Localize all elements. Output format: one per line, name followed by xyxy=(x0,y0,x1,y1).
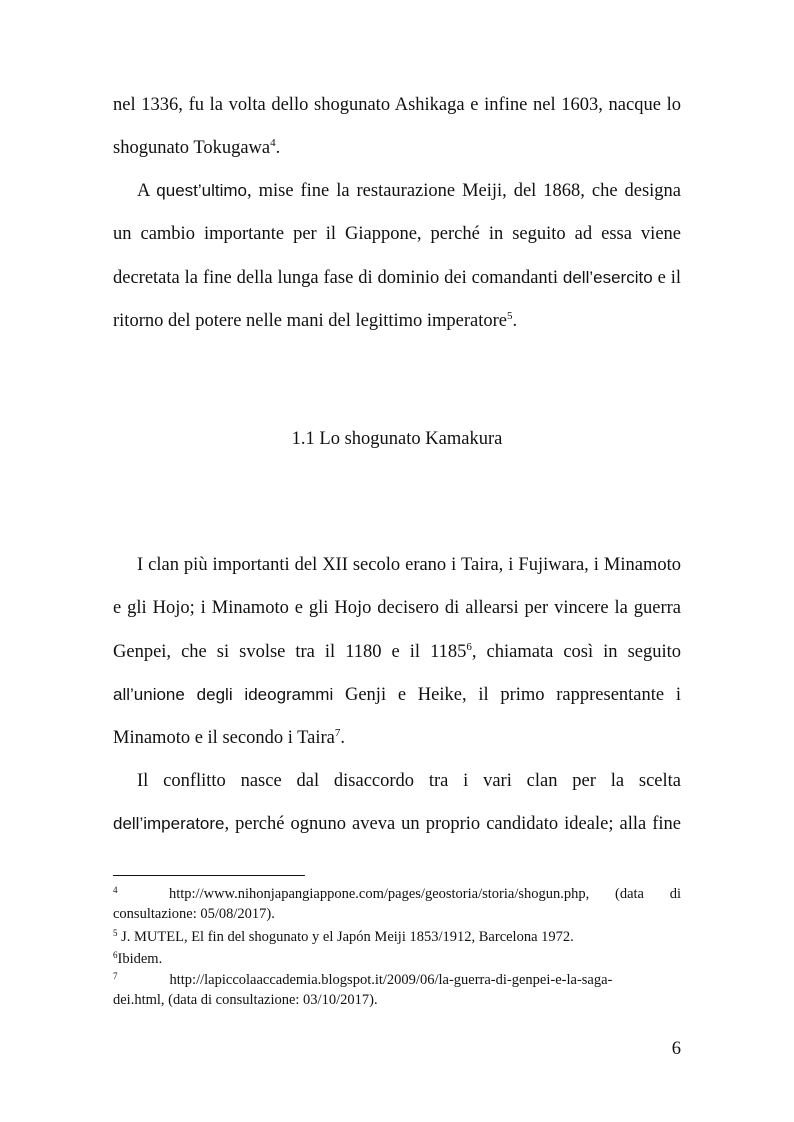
footnote-ref-4[interactable]: 4 xyxy=(270,137,276,149)
footnote-ref-5[interactable]: 5 xyxy=(507,310,513,322)
text-line: Genpei, che si svolse tra il 1180 e il 1185$^6$, chiamata così in seguito xyxy=(113,641,682,662)
footnote-4-link[interactable]: http://www.nihonjapangiappone.com/pages/geostoria/storia/shogun.php, (data di xyxy=(168,886,681,902)
text-line: un cambio importante per il Giappone, perché in seguito ad essa viene xyxy=(113,224,681,244)
text-line: dell’imperatore, perché ognuno aveva un proprio candidato ideale; alla fine xyxy=(113,814,681,834)
footnote-7-link[interactable]: http://lapiccolaaccademia.blogspot.it/2009/06/la-guerra-di-genpei-e-la-saga- xyxy=(169,972,613,988)
footnote-ref-7[interactable]: 7 xyxy=(334,727,341,739)
footnote-separator xyxy=(113,875,305,876)
text-line: decretata la fine della lunga fase di dominio dei comandanti dell’esercito e il xyxy=(113,268,681,288)
footnote-7-cont: dei.html, (data di consultazione: 03/10/2017). xyxy=(113,992,378,1008)
text-line: I clan più importanti del XII secolo erano i Taira, i Fujiwara, i Minamoto xyxy=(137,555,681,575)
text-line: e gli Hojo; i Minamoto e gli Hojo decisero di allearsi per vincere la guerra xyxy=(113,598,681,618)
footnote-4: $^4$ http://www.nihonjapangiappone.com/pages/geostoria/storia/shogun.php, (data di xyxy=(113,885,681,902)
footnote-6: $^6$Ibidem. xyxy=(113,950,163,967)
section-heading: 1.1 Lo shogunato Kamakura xyxy=(291,429,503,449)
footnote-ref-6[interactable]: 6 xyxy=(466,641,472,653)
text-line: nel 1336, fu la volta dello shogunato Ashikaga e infine nel 1603, nacque lo xyxy=(113,95,681,115)
text-line: Minamoto e il secondo i Taira$^7$. xyxy=(113,727,345,748)
text-line: Il conflitto nasce dal disaccordo tra i vari clan per la scelta xyxy=(137,771,681,791)
text-line: all’unione degli ideogrammi Genji e Heike, il primo rappresentante i xyxy=(113,685,682,705)
text-line: ritorno del potere nelle mani del legittimo imperatore$^5$. xyxy=(113,310,518,331)
text-line: A quest’ultimo, mise fine la restaurazione Meiji, del 1868, che designa xyxy=(137,181,681,201)
footnote-4-cont: consultazione: 05/08/2017). xyxy=(113,906,275,922)
page-number: 6 xyxy=(671,1039,681,1059)
footnote-7: $^7$ http://lapiccolaaccademia.blogspot.it/2009/06/la-guerra-di-genpei-e-la-saga- xyxy=(113,971,613,988)
footnote-5: $^5$ J. MUTEL, El fin del shogunato y el Japón Meiji 1853/1912, Barcelona 1972. xyxy=(113,928,574,945)
text-line: shogunato Tokugawa$^4$. xyxy=(113,137,281,158)
